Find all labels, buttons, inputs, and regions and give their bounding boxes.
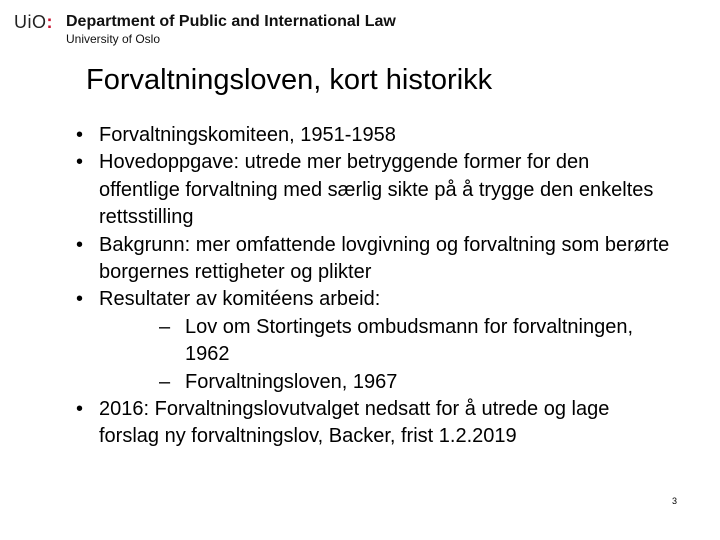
bullet-text: Hovedoppgave: utrede mer betryggende former for den offentlige forvaltning med særlig sikte på å trygge den enkeltes rettsstilling	[99, 151, 654, 229]
sub-bullet-text: Forvaltningsloven, 1967	[185, 370, 398, 393]
university-name: University of Oslo	[66, 32, 161, 46]
sub-bullet-list	[99, 314, 670, 396]
bullet-text: 2016: Forvaltningslovutvalget nedsatt for å utrede og lage forslag ny forvaltningslov, Backer, frist 1.2.2019	[99, 398, 610, 448]
page-number: 3	[672, 496, 678, 506]
bullet-text: Resultater av komitéens arbeid:	[99, 288, 381, 311]
bullet-list	[0, 122, 700, 451]
logo-text: UiO	[14, 12, 47, 32]
slide-title: Forvaltningsloven, kort historikk	[86, 64, 493, 96]
bullet-item	[0, 232, 700, 287]
sub-bullet-item	[129, 314, 670, 369]
logo-colon: :	[46, 12, 53, 32]
uio-logo	[14, 12, 53, 33]
sub-bullet-item	[129, 369, 670, 396]
bullet-item	[0, 149, 700, 231]
bullet-text: Bakgrunn: mer omfattende lovgivning og forvaltning som berørte borgernes rettigheter og plikter	[99, 233, 670, 284]
dash-marker: –	[159, 370, 171, 393]
bullet-item	[0, 396, 700, 451]
department-name: Department of Public and International Law	[66, 13, 396, 30]
bullet-item	[0, 122, 700, 149]
bullet-text: Forvaltningskomiteen, 1951-1958	[99, 124, 396, 146]
sub-bullet-text: Lov om Stortingets ombudsmann for forvaltningen, 1962	[185, 315, 634, 366]
bullet-item	[0, 286, 700, 396]
dash-marker: –	[159, 315, 171, 338]
